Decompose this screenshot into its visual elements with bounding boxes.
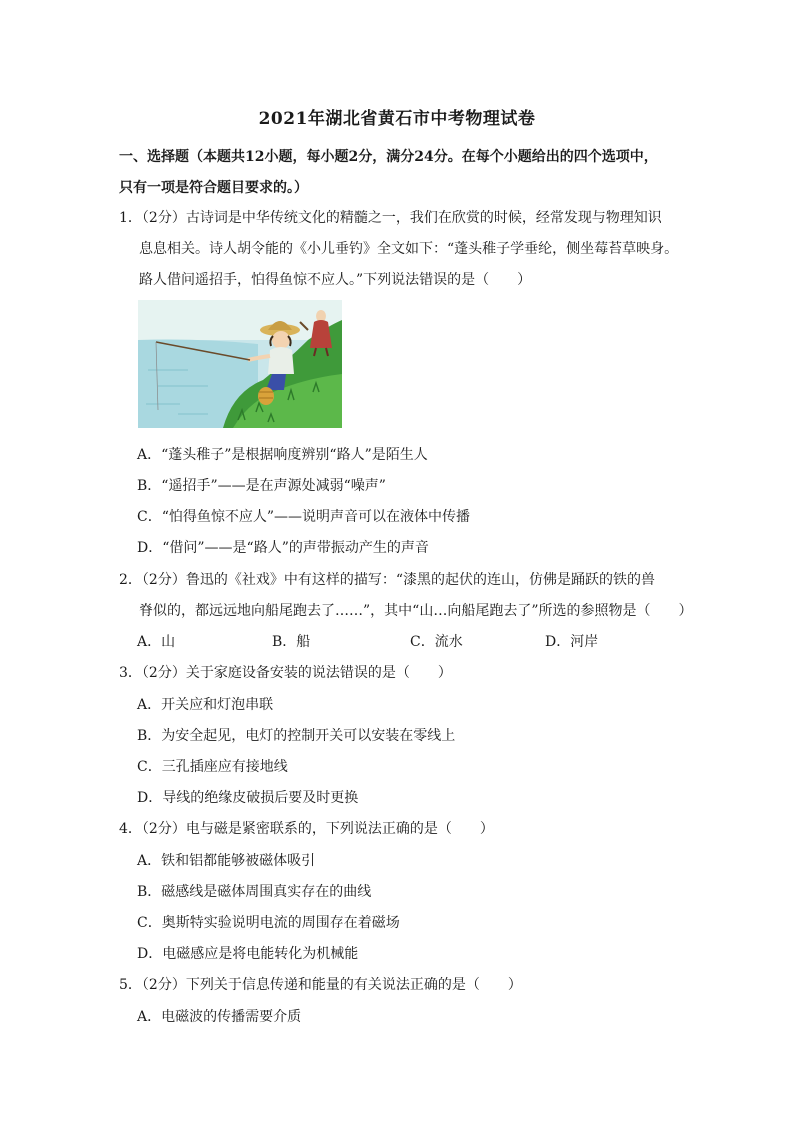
question-2-option-c: C．流水: [410, 634, 463, 650]
exam-title: 2021年湖北省黄石市中考物理试卷: [258, 109, 536, 129]
section-heading-line-2: 只有一项是符合题目要求的。）: [119, 180, 308, 196]
question-3-option-a: A．开关应和灯泡串联: [137, 697, 274, 713]
question-1-line-1: 1．（2分）古诗词是中华传统文化的精髓之一，我们在欣赏的时候，经常发现与物理知识: [119, 210, 662, 226]
question-1-option-c: C．“怕得鱼惊不应人”——说明声音可以在液体中传播: [137, 509, 471, 525]
question-2-line-2: 脊似的，都远远地向船尾跑去了……”，其中“山…向船尾跑去了”所选的参照物是（ ）: [139, 603, 693, 619]
question-2-option-b: B．船: [272, 634, 311, 650]
section-heading-line-1: 一、选择题（本题共12小题，每小题2分，满分24分。在每个小题给出的四个选项中，: [119, 149, 658, 165]
question-1-line-2: 息息相关。诗人胡令能的《小儿垂钓》全文如下：“蓬头稚子学垂纶，侧坐莓苔草映身。: [139, 241, 679, 257]
question-3-stem: [119, 658, 679, 689]
question-1-line-3: 路人借问遥招手，怕得鱼惊不应人。”下列说法错误的是（ ）: [139, 272, 532, 288]
question-4-option-b: B．磁感线是磁体周围真实存在的曲线: [137, 884, 372, 900]
question-3-option-d: D．导线的绝缘皮破损后要及时更换: [137, 790, 359, 806]
question-1-option-d: D．“借问”——是“路人”的声带振动产生的声音: [137, 540, 429, 556]
question-1-option-b: B．“遥招手”——是在声源处减弱“噪声”: [137, 478, 386, 494]
question-4-option-a: A．铁和铝都能够被磁体吸引: [137, 853, 316, 869]
question-4-option-c: C．奥斯特实验说明电流的周围存在着磁场: [137, 915, 400, 931]
question-1-stem: [119, 203, 679, 296]
question-2-option-a: A．山: [137, 634, 176, 650]
section-heading: [119, 142, 679, 204]
question-2-option-d: D．河岸: [545, 634, 599, 650]
question-3-line-1: 3．（2分）关于家庭设备安装的说法错误的是（ ）: [119, 665, 452, 681]
fishing-child-illustration: [138, 300, 342, 428]
question-4-option-d: D．电磁感应是将电能转化为机械能: [137, 946, 359, 962]
question-3-option-c: C．三孔插座应有接地线: [137, 759, 288, 775]
question-4-line-1: 4．（2分）电与磁是紧密联系的，下列说法正确的是（ ）: [119, 821, 494, 837]
question-5-option-a: A．电磁波的传播需要介质: [137, 1009, 302, 1025]
question-5-stem: [119, 970, 679, 1001]
question-5-line-1: 5．（2分）下列关于信息传递和能量的有关说法正确的是（ ）: [119, 977, 522, 993]
question-3-option-b: B．为安全起见，电灯的控制开关可以安装在零线上: [137, 728, 456, 744]
question-1-option-a: A．“蓬头稚子”是根据响度辨别“路人”是陌生人: [137, 447, 428, 463]
question-2-stem: [119, 565, 693, 627]
question-2-line-1: 2．（2分）鲁迅的《社戏》中有这样的描写：“漆黑的起伏的连山，仿佛是踊跃的铁的兽: [119, 572, 655, 588]
question-4-stem: [119, 814, 679, 845]
